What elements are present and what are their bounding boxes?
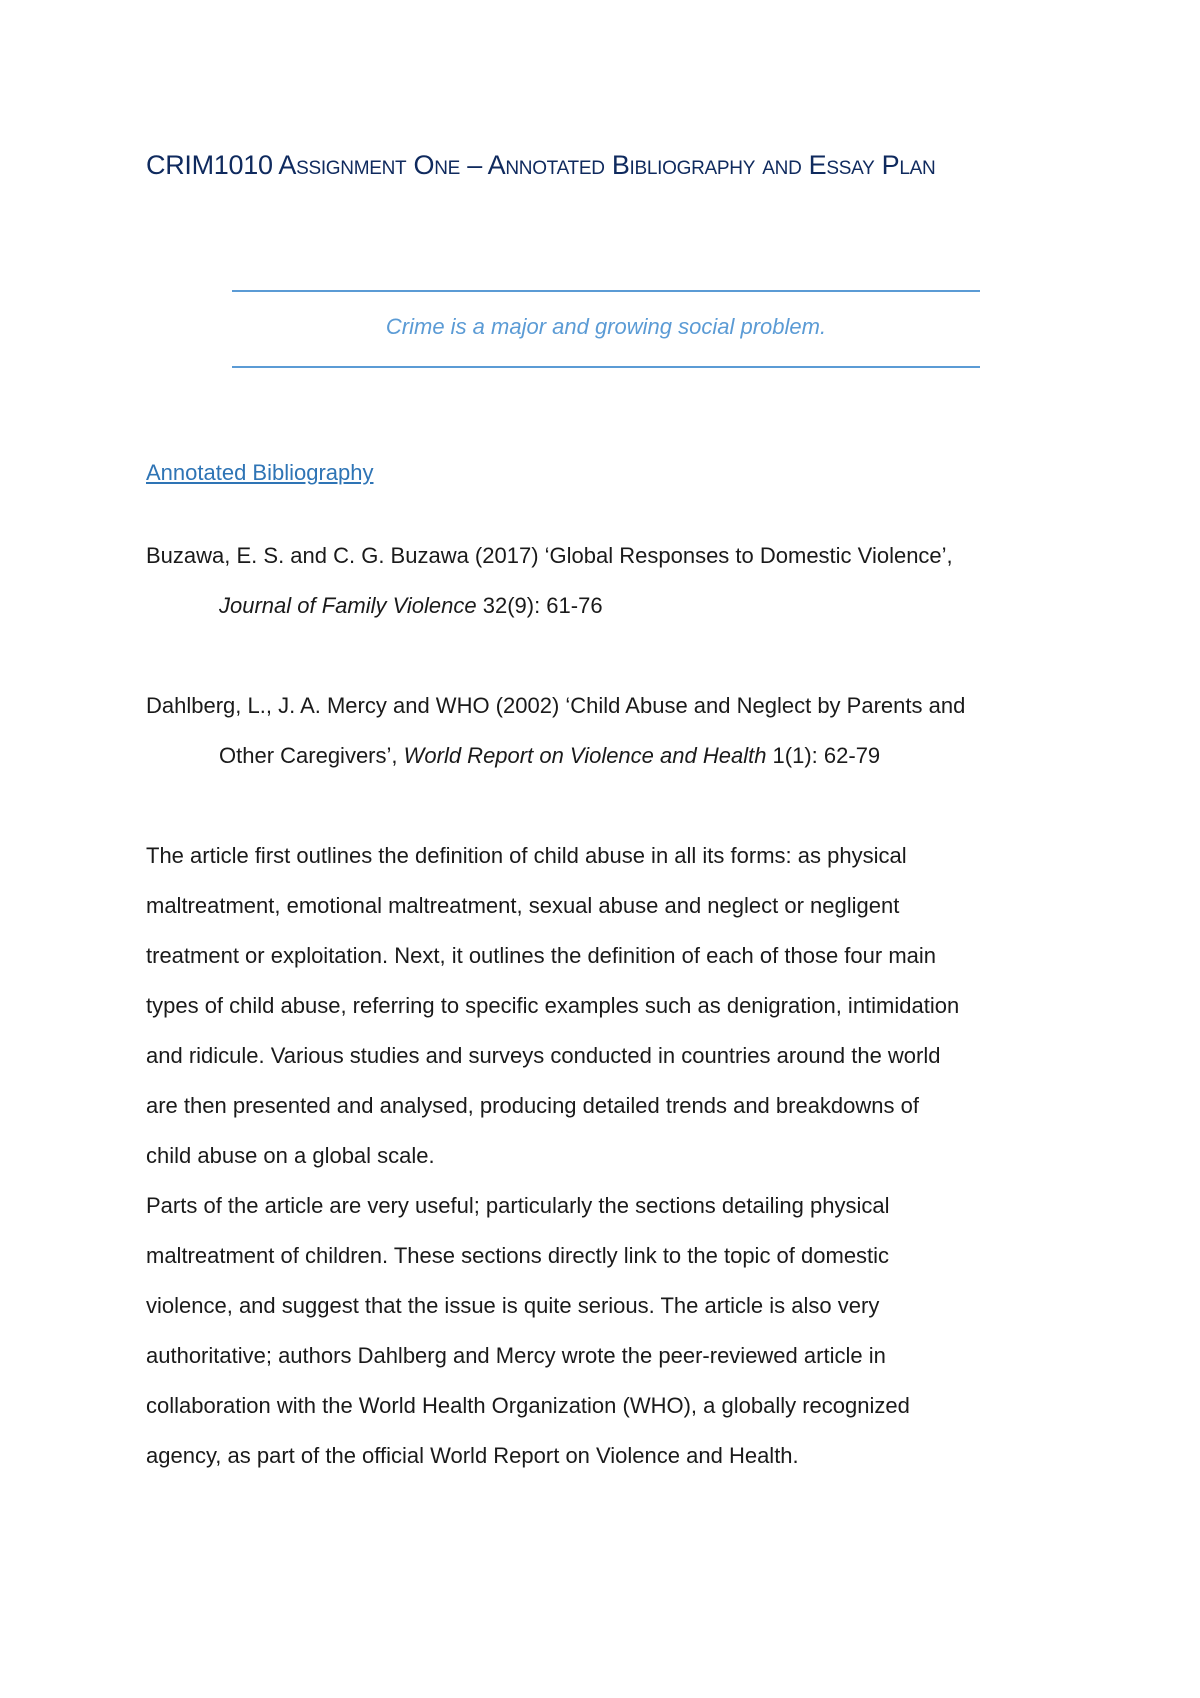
- document-title: CRIM1010 Assignment One – Annotated Bibliography and Essay Plan: [146, 150, 936, 180]
- section-heading-annotated-bibliography: Annotated Bibliography: [146, 460, 374, 485]
- pull-quote-bottom-rule: [232, 366, 980, 368]
- body-line: violence, and suggest that the issue is quite serious. The article is also very: [146, 1293, 880, 1318]
- body-line: are then presented and analysed, producing detailed trends and breakdowns of: [146, 1093, 919, 1118]
- reference-line: Buzawa, E. S. and C. G. Buzawa (2017) ‘Global Responses to Domestic Violence’,: [146, 543, 953, 568]
- reference-line: [146, 731, 1066, 781]
- reference-line: Dahlberg, L., J. A. Mercy and WHO (2002) ‘Child Abuse and Neglect by Parents and: [146, 693, 966, 718]
- body-line: The article first outlines the definition of child abuse in all its forms: as physical: [146, 843, 907, 868]
- body-line: Parts of the article are very useful; particularly the sections detailing physical: [146, 1193, 890, 1218]
- body-line: maltreatment, emotional maltreatment, sexual abuse and neglect or negligent: [146, 893, 900, 918]
- reference-entry: [146, 531, 1066, 631]
- body-line: and ridicule. Various studies and surveys conducted in countries around the world: [146, 1043, 941, 1068]
- pull-quote: Crime is a major and growing social problem.: [385, 314, 827, 339]
- body-line: types of child abuse, referring to specific examples such as denigration, intimidation: [146, 993, 960, 1018]
- body-line: authoritative; authors Dahlberg and Mercy wrote the peer-reviewed article in: [146, 1343, 886, 1368]
- reference-details: 1(1): 62-79: [766, 743, 881, 768]
- reference-details: 32(9): 61-76: [476, 593, 603, 618]
- annotation-body: [146, 831, 1066, 1481]
- body-line: collaboration with the World Health Organization (WHO), a globally recognized: [146, 1393, 910, 1418]
- reference-title-end: Other Caregivers’,: [219, 743, 404, 768]
- body-line: maltreatment of children. These sections directly link to the topic of domestic: [146, 1243, 890, 1268]
- body-line: child abuse on a global scale.: [146, 1143, 435, 1168]
- reference-entry: [146, 681, 1066, 781]
- body-line: agency, as part of the official World Report on Violence and Health.: [146, 1443, 799, 1468]
- pull-quote-top-rule: [232, 290, 980, 292]
- body-line: treatment or exploitation. Next, it outlines the definition of each of those four main: [146, 943, 937, 968]
- reference-journal: Journal of Family Violence: [219, 593, 477, 618]
- reference-line: [146, 581, 1066, 631]
- reference-journal: World Report on Violence and Health: [403, 743, 767, 768]
